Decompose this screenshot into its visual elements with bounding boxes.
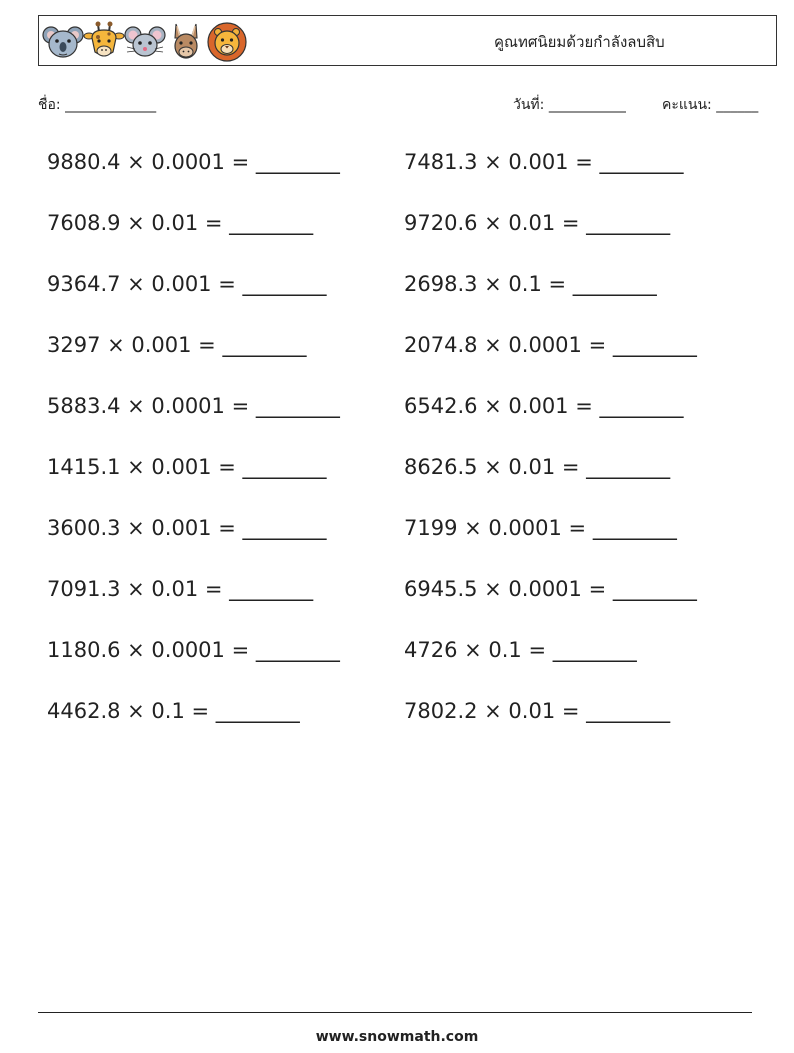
name-field: ชื่อ: _____________ <box>38 97 157 113</box>
problem-left-5: 5883.4 × 0.0001 = ________ <box>47 394 340 418</box>
problem-right-8: 6945.5 × 0.0001 = ________ <box>404 577 697 601</box>
problem-right-5: 6542.6 × 0.001 = ________ <box>404 394 684 418</box>
worksheet-title: คูณทศนิยมด้วยกำลังลบสิบ <box>494 33 665 51</box>
problem-right-2: 9720.6 × 0.01 = ________ <box>404 211 671 235</box>
problem-left-1: 9880.4 × 0.0001 = ________ <box>47 150 340 174</box>
problem-right-9: 4726 × 0.1 = ________ <box>404 638 637 662</box>
lion-icon <box>205 20 249 64</box>
problem-right-3: 2698.3 × 0.1 = ________ <box>404 272 657 296</box>
footer-divider <box>38 1012 752 1013</box>
problem-left-4: 3297 × 0.001 = ________ <box>47 333 307 357</box>
problem-left-8: 7091.3 × 0.01 = ________ <box>47 577 314 601</box>
footer-url[interactable]: www.snowmath.com <box>315 1029 479 1045</box>
problem-left-10: 4462.8 × 0.1 = ________ <box>47 699 300 723</box>
score-field: คะแนน: ______ <box>662 97 759 113</box>
giraffe-icon <box>82 20 126 64</box>
problem-right-4: 2074.8 × 0.0001 = ________ <box>404 333 697 357</box>
problem-left-6: 1415.1 × 0.001 = ________ <box>47 455 327 479</box>
worksheet-header <box>38 15 777 66</box>
problem-left-3: 9364.7 × 0.001 = ________ <box>47 272 327 296</box>
animal-icons <box>41 20 246 64</box>
donkey-icon <box>164 20 208 64</box>
problem-left-9: 1180.6 × 0.0001 = ________ <box>47 638 340 662</box>
problem-left-7: 3600.3 × 0.001 = ________ <box>47 516 327 540</box>
problem-left-2: 7608.9 × 0.01 = ________ <box>47 211 314 235</box>
mouse-icon <box>123 20 167 64</box>
koala-icon <box>41 20 85 64</box>
problem-right-1: 7481.3 × 0.001 = ________ <box>404 150 684 174</box>
problem-right-10: 7802.2 × 0.01 = ________ <box>404 699 671 723</box>
date-field: วันที่: ___________ <box>513 97 626 113</box>
problem-right-7: 7199 × 0.0001 = ________ <box>404 516 677 540</box>
problem-right-6: 8626.5 × 0.01 = ________ <box>404 455 671 479</box>
